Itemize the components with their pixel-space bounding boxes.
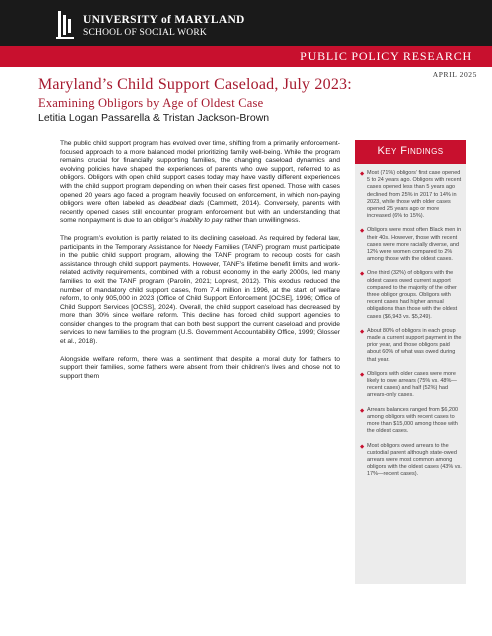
- finding-item: [360, 407, 463, 436]
- finding-item: [360, 443, 463, 479]
- finding-item: [360, 170, 463, 220]
- paragraph-1-part-a: The public child support program has evolved over time, shifting from a primarily enforcement-focused approach to a more balanced model prioritizing family well-being. While the program remains crucial for financially supporting families, the changing caseload dynamics and evolving policies have shaped the experiences of parents who owe support, referred to as obligors. Obligors with open child support cases today may have vastly different experiences with the child support program depending on when their cases first opened. Those with cases opened 20 years ago faced a program heavily focused on enforcement, in which non-paying obligors were often labeled as: [60, 140, 340, 208]
- paragraph-1-part-c: rather than unwillingness.: [222, 217, 301, 225]
- finding-item: [360, 371, 463, 400]
- finding-text: Most obligors owed arrears to the custodial parent although state-owed arrears were most common among obligors with the oldest cases (43% vs. 17%—recent cases).: [367, 442, 462, 478]
- body-text: [60, 140, 340, 390]
- diamond-bullet-icon: ◆: [360, 407, 365, 414]
- finding-item: [360, 227, 463, 263]
- diamond-bullet-icon: ◆: [360, 443, 365, 450]
- finding-text: One third (32%) of obligors with the oldest cases owed current support compared to the majority of the other three obligor groups. Obligors with recent cases had higher annual obligations than those with the oldest cases ($6,943 vs. $5,249).: [367, 270, 458, 320]
- finding-text: Arrears balances ranged from $6,200 among obligors with recent cases to more than $15,000 among those with the oldest cases.: [367, 406, 459, 435]
- finding-text: Most (71%) obligors’ first case opened 5 to 24 years ago. Obligors with recent cases opened less than 5 years ago declined from 25% in 2017 to 14% in 2023, while those with older cases opened 25 years ago or more increased (6% to 15%).: [367, 170, 462, 220]
- finding-text: About 80% of obligors in each group made a current support payment in the prior year, and those obligors paid about 60% of what was owed during that year.: [367, 327, 462, 363]
- paragraph-2: The program’s evolution is partly related to its declining caseload. As required by federal law, participants in the Temporary Assistance for Needy Families (TANF) program must participate in the public child support program, allowing the TANF program to recoup costs for cash assistance through child support payments. However, TANF’s lifetime benefit limits and work-related activity requirements, combined with a robust economy in the early 2000s, led many families to exit the TANF program (Parolin, 2021; Loprest, 2012). This exodus reduced the number of mandatory child support cases, from 7.4 million in 1996, at the start of welfare reform, to only 905,000 in 2023 (Office of Child Support Enforcement [OCSE], 1996; Office of Child Support Services [OCSS], 2024). Overall, the child support caseload has decreased by more than 30% since welfare reform. This decline has forced child support agencies to consider changes to the program that can both best support the current caseload and provide services to new families to the program (U.S. Government Accountability Office, 1999; Glosser et al., 2018).: [60, 234, 340, 346]
- finding-text: Obligors were most often Black men in their 40s. However, those with recent cases were more racially diverse, and 12% were women compared to 2% among those with the oldest cases.: [367, 227, 462, 263]
- publication-date: APRIL 2025: [432, 70, 477, 79]
- finding-item: [360, 270, 463, 320]
- key-findings-list: [360, 170, 463, 486]
- diamond-bullet-icon: ◆: [360, 171, 365, 177]
- paragraph-1-part-b: (Cammett, 2014). Conversely, parents with recently opened cases still encounter program enforcement but with an understanding that some nonpayment is due to an obligor’s: [60, 200, 340, 225]
- diamond-bullet-icon: ◆: [360, 228, 365, 235]
- school-name: SCHOOL OF SOCIAL WORK: [83, 28, 207, 38]
- header-band: [0, 0, 492, 67]
- paragraph-1-emphasis-2: inability to pay: [180, 217, 223, 225]
- paragraph-1: [60, 140, 340, 226]
- diamond-bullet-icon: ◆: [360, 371, 365, 378]
- paragraph-3: Alongside welfare reform, there was a sentiment that despite a moral duty for fathers to support their families, some fathers were absent from their children’s lives and chose not to support them: [60, 355, 340, 380]
- key-findings-title: Key Findings: [377, 145, 444, 157]
- university-logo: [56, 9, 76, 41]
- authors: Letitia Logan Passarella & Tristan Jackson-Brown: [38, 112, 270, 124]
- diamond-bullet-icon: ◆: [360, 328, 365, 335]
- title-line-2: Examining Obligors by Age of Oldest Case: [38, 96, 264, 110]
- diamond-bullet-icon: ◆: [360, 271, 365, 278]
- university-name: UNIVERSITY of MARYLAND: [83, 14, 245, 26]
- series-label: PUBLIC POLICY RESEARCH: [300, 49, 472, 63]
- key-findings-header: [355, 140, 466, 164]
- finding-item: [360, 328, 463, 364]
- finding-text: Obligors with older cases were more likely to owe arrears (75% vs. 48%—recent cases) and half (52%) had arrears-only cases.: [367, 370, 457, 399]
- paragraph-1-emphasis-1: deadbeat dads: [158, 200, 204, 208]
- title-line-1: Maryland’s Child Support Caseload, July 2023:: [38, 76, 352, 93]
